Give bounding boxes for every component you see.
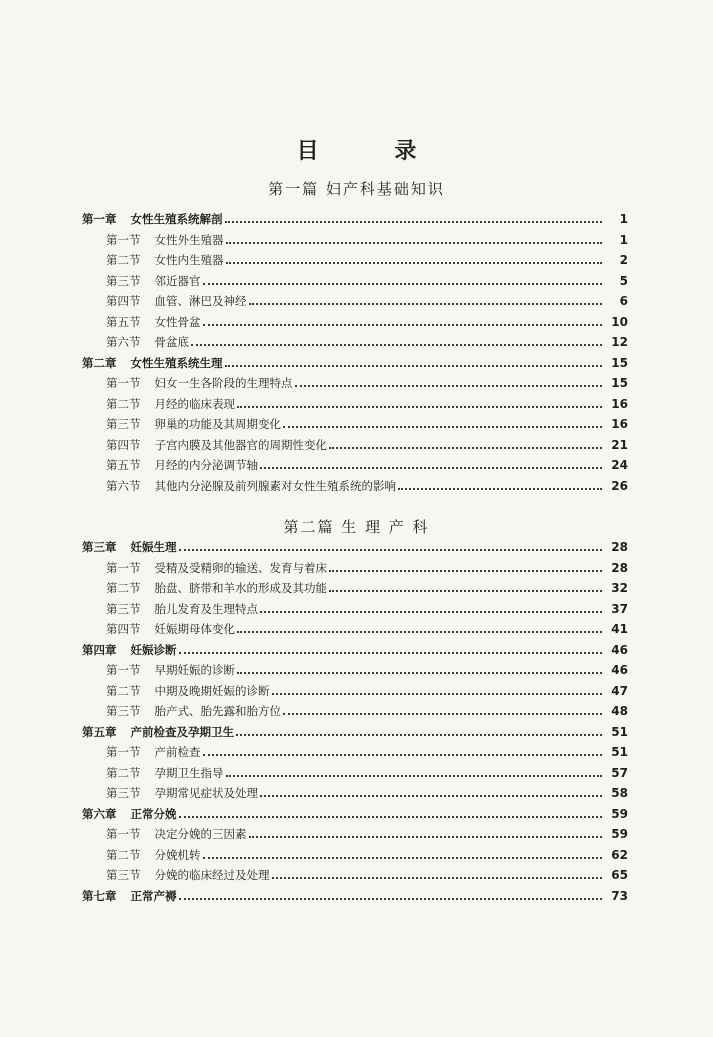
toc-section-entry [106, 272, 628, 290]
toc-page-number: 12 [611, 335, 628, 349]
toc-entry-number: 第三章 [82, 540, 117, 554]
toc-page-number: 65 [611, 868, 628, 882]
toc-page-number: 15 [611, 355, 628, 370]
dot-leader [179, 549, 603, 551]
toc-entry-title: 孕期卫生指导 [154, 765, 224, 780]
dot-leader [203, 283, 603, 285]
toc-entry-title: 女性内生殖器 [154, 253, 224, 267]
toc-section-entry [106, 600, 628, 618]
dot-leader [236, 734, 602, 736]
toc-entry-title: 邻近器官 [154, 273, 201, 288]
toc-entry-title: 胎产式、胎先露和胎方位 [154, 704, 281, 718]
toc-section-entry [106, 784, 628, 802]
toc-entry-title: 妇女一生各阶段的生理特点 [154, 376, 293, 390]
toc-section-entry [106, 682, 628, 700]
toc-entry-title: 分娩的临床经过及处理 [154, 868, 270, 882]
toc-page-number: 24 [611, 458, 628, 472]
toc-section-entry [106, 231, 628, 249]
dot-leader [260, 467, 602, 469]
toc-entry-number: 第二章 [82, 355, 117, 370]
toc-page-number: 2 [619, 253, 628, 267]
toc-entry-title: 血管、淋巴及神经 [154, 294, 247, 308]
toc-entry-number: 第五节 [106, 458, 141, 472]
toc-entry-number: 第三节 [106, 868, 141, 882]
toc-page-number: 59 [611, 827, 628, 841]
dot-leader [226, 242, 603, 244]
dot-leader [249, 836, 603, 838]
toc-section-entry [106, 661, 628, 679]
dot-leader [272, 877, 603, 879]
dot-leader [203, 324, 603, 326]
toc-page-number: 26 [611, 478, 628, 493]
toc-entry-title: 骨盆底 [154, 335, 189, 349]
toc-section-entry [106, 846, 628, 864]
toc-entry-title: 分娩机转 [154, 847, 201, 862]
dot-leader [203, 857, 603, 859]
toc-entry-number: 第三节 [106, 786, 141, 800]
toc-page-number: 28 [611, 560, 628, 575]
toc-entry-title: 女性外生殖器 [154, 232, 224, 247]
toc-section-entry [106, 436, 628, 454]
toc-chapter-entry [82, 887, 628, 905]
toc-entry-title: 产前检查及孕期卫生 [130, 724, 234, 739]
toc-page-number: 51 [611, 745, 628, 759]
toc-entry-title: 决定分娩的三因素 [154, 827, 247, 841]
toc-page-number: 48 [611, 704, 628, 718]
dot-leader [249, 303, 603, 305]
toc-entry-title: 卵巢的功能及其周期变化 [154, 417, 281, 431]
toc-entry-title: 女性生殖系统生理 [130, 355, 223, 370]
toc-section-entry [106, 620, 628, 638]
dot-leader [398, 488, 602, 490]
toc-page-number: 15 [611, 376, 628, 390]
toc-entry-number: 第五节 [106, 314, 141, 329]
toc-page-number: 28 [611, 540, 628, 554]
dot-leader [179, 898, 603, 900]
toc-entry-number: 第四节 [106, 437, 141, 452]
dot-leader [283, 713, 602, 715]
dot-leader [329, 570, 602, 572]
toc-entry-title: 月经的临床表现 [154, 396, 235, 411]
toc-entry-title: 孕期常见症状及处理 [154, 786, 258, 800]
page-title: 目 录 [296, 138, 451, 164]
toc-section-entry [106, 764, 628, 782]
toc-page-number: 46 [611, 663, 628, 677]
toc-chapter-entry [82, 723, 628, 741]
toc-section-entry [106, 579, 628, 597]
toc-entry-number: 第一章 [82, 212, 117, 226]
toc-entry-number: 第二节 [106, 396, 141, 411]
toc-page-number: 57 [611, 765, 628, 780]
toc-chapter-entry [82, 805, 628, 823]
dot-leader [329, 447, 602, 449]
toc-entry-number: 第六节 [106, 335, 141, 349]
dot-leader [226, 262, 603, 264]
toc-section-entry [106, 477, 628, 495]
toc-chapter-entry [82, 210, 628, 228]
dot-leader [225, 221, 603, 223]
dot-leader [237, 406, 602, 408]
toc-section-entry [106, 292, 628, 310]
toc-entry-title: 产前检查 [154, 745, 201, 759]
toc-entry-number: 第四章 [82, 642, 117, 657]
toc-entry-number: 第四节 [106, 622, 141, 636]
toc-entry-title: 正常分娩 [130, 806, 177, 821]
toc-section-entry [106, 866, 628, 884]
toc-chapter-entry [82, 354, 628, 372]
dot-leader [272, 693, 603, 695]
dot-leader [237, 631, 602, 633]
toc-entry-number: 第一节 [106, 376, 141, 390]
toc-page-number: 6 [619, 294, 628, 308]
dot-leader [295, 385, 603, 387]
toc-section-entry [106, 374, 628, 392]
toc-section-entry [106, 825, 628, 843]
toc-entry-title: 妊娠生理 [130, 540, 177, 554]
toc-entry-title: 女性生殖系统解剖 [130, 212, 223, 226]
toc-entry-number: 第二节 [106, 253, 141, 267]
dot-leader [226, 775, 603, 777]
toc-entry-number: 第二节 [106, 581, 141, 595]
toc-page-number: 16 [611, 396, 628, 411]
toc-entry-number: 第一节 [106, 232, 141, 247]
toc-section-entry [106, 313, 628, 331]
toc-entry-title: 中期及晚期妊娠的诊断 [154, 683, 270, 698]
toc-chapter-entry [82, 641, 628, 659]
dot-leader [283, 426, 602, 428]
toc-page-number: 59 [611, 806, 628, 821]
toc-entry-number: 第三节 [106, 273, 141, 288]
toc-entry-number: 第三节 [106, 417, 141, 431]
toc-page-number: 62 [611, 847, 628, 862]
toc-entry-number: 第三节 [106, 704, 141, 718]
dot-leader [179, 652, 603, 654]
toc-entry-number: 第二节 [106, 765, 141, 780]
toc-page-number: 10 [611, 314, 628, 329]
toc-entry-title: 妊娠诊断 [130, 642, 177, 657]
part-title: 第一篇 妇产科基础知识 [268, 180, 445, 198]
dot-leader [260, 795, 602, 797]
dot-leader [237, 672, 602, 674]
dot-leader [179, 816, 603, 818]
toc-entry-number: 第一节 [106, 827, 141, 841]
toc-page-number: 46 [611, 642, 628, 657]
toc-page-number: 5 [619, 273, 628, 288]
toc-section-entry [106, 456, 628, 474]
dot-leader [329, 590, 602, 592]
toc-entry-number: 第三节 [106, 601, 141, 616]
toc-section-entry [106, 333, 628, 351]
toc-page-number: 58 [611, 786, 628, 800]
part-title: 第二篇 生 理 产 科 [283, 518, 430, 536]
toc-entry-number: 第一节 [106, 560, 141, 575]
toc-section-entry [106, 415, 628, 433]
toc-entry-number: 第五章 [82, 724, 117, 739]
toc-page-number: 47 [611, 683, 628, 698]
toc-entry-number: 第一节 [106, 663, 141, 677]
toc-entry-title: 妊娠期母体变化 [154, 622, 235, 636]
toc-chapter-entry [82, 538, 628, 556]
toc-entry-title: 月经的内分泌调节轴 [154, 458, 258, 472]
toc-section-entry [106, 395, 628, 413]
toc-page-number: 16 [611, 417, 628, 431]
toc-section-entry [106, 251, 628, 269]
toc-entry-title: 子宫内膜及其他器官的周期性变化 [154, 437, 327, 452]
toc-entry-title: 正常产褥 [130, 888, 177, 903]
toc-entry-title: 受精及受精卵的输送、发育与着床 [154, 560, 327, 575]
toc-entry-number: 第二节 [106, 683, 141, 698]
toc-entry-number: 第一节 [106, 745, 141, 759]
dot-leader [225, 365, 603, 367]
toc-entry-number: 第六章 [82, 806, 117, 821]
toc-entry-number: 第四节 [106, 294, 141, 308]
dot-leader [203, 754, 603, 756]
toc-page-number: 21 [611, 437, 628, 452]
toc-page-number: 1 [619, 212, 628, 226]
toc-entry-number: 第七章 [82, 888, 117, 903]
toc-page-number: 1 [619, 232, 628, 247]
toc-section-entry [106, 559, 628, 577]
toc-entry-number: 第二节 [106, 847, 141, 862]
toc-section-entry [106, 743, 628, 761]
dot-leader [260, 611, 602, 613]
dot-leader [191, 344, 602, 346]
toc-entry-title: 其他内分泌腺及前列腺素对女性生殖系统的影响 [154, 478, 396, 493]
toc-section-entry [106, 702, 628, 720]
toc-entry-title: 胎儿发育及生理特点 [154, 601, 258, 616]
toc-entry-title: 女性骨盆 [154, 314, 201, 329]
toc-page-number: 73 [611, 888, 628, 903]
toc-entry-title: 胎盘、脐带和羊水的形成及其功能 [154, 581, 327, 595]
toc-page-number: 41 [611, 622, 628, 636]
toc-entry-number: 第六节 [106, 478, 141, 493]
toc-page-number: 51 [611, 724, 628, 739]
toc-page-number: 32 [611, 581, 628, 595]
toc-page-number: 37 [611, 601, 628, 616]
toc-entry-title: 早期妊娠的诊断 [154, 663, 235, 677]
